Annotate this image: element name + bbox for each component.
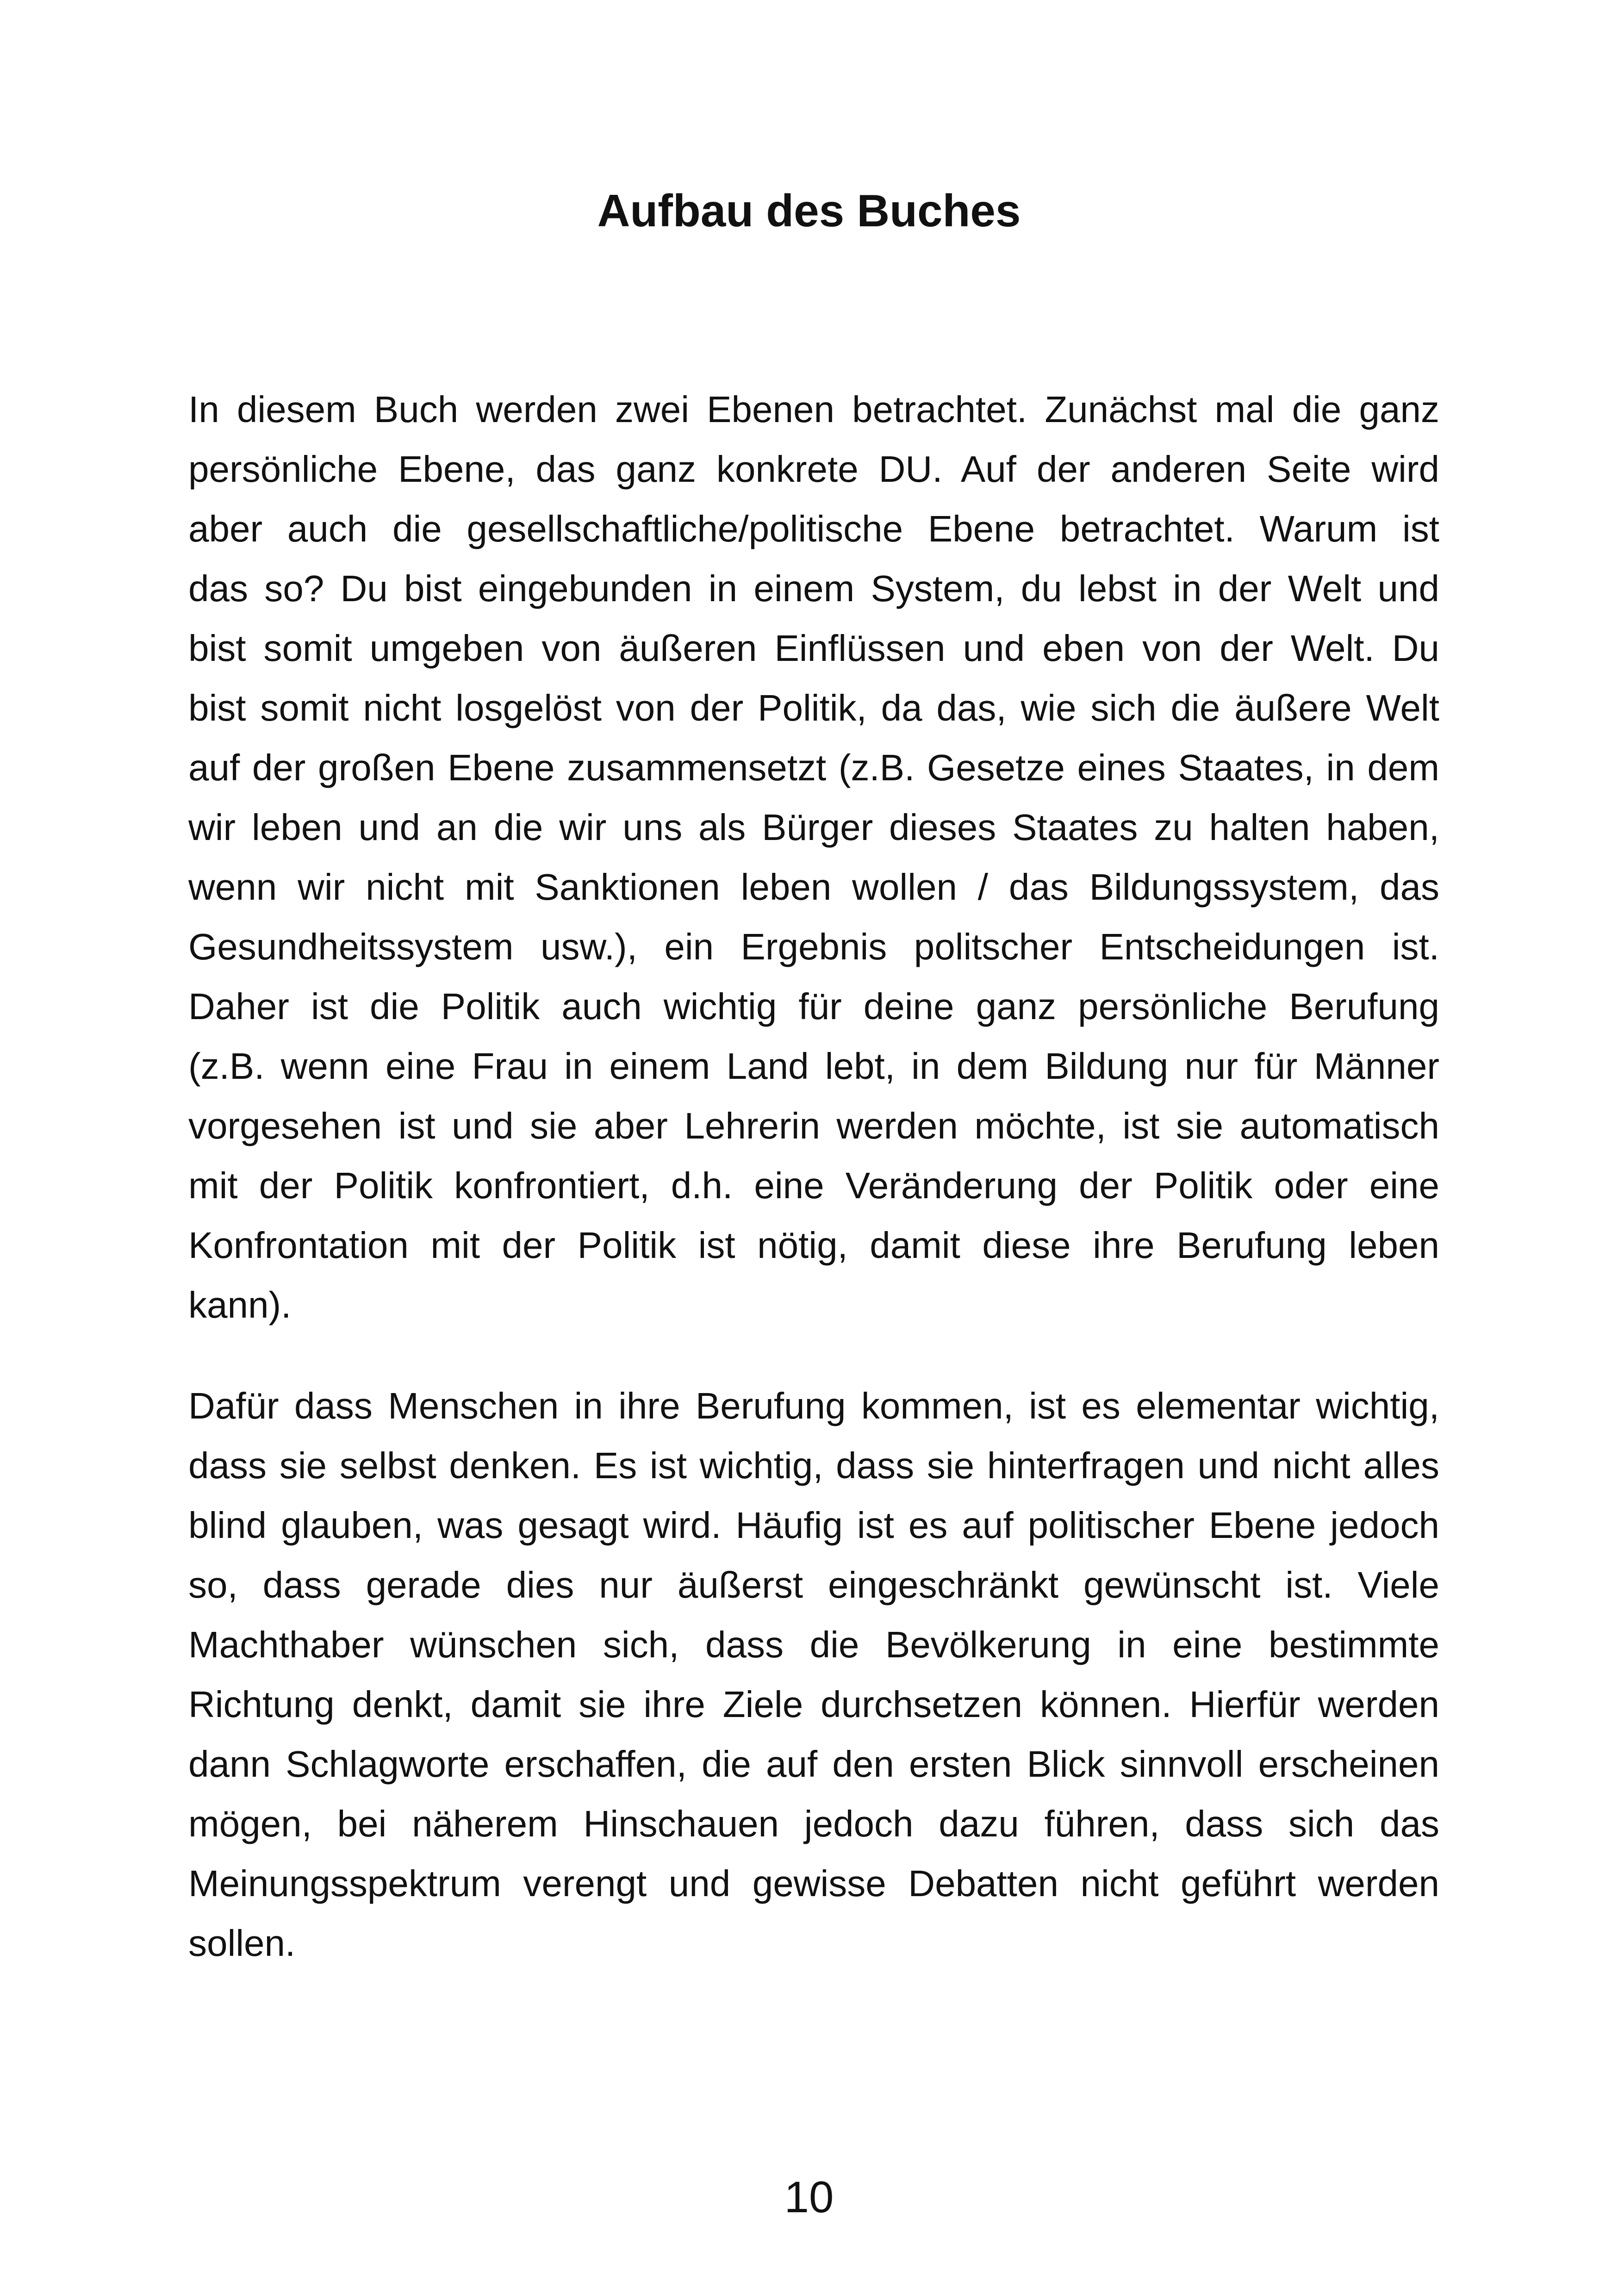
text-line: Meinungsspektrum verengt und gewisse Debatten nicht geführt werden [188,1863,1439,1904]
text-line: Konfrontation mit der Politik ist nötig, damit diese ihre Berufung leben [188,1225,1439,1266]
text-line: mögen, bei näherem Hinschauen jedoch dazu führen, dass sich das [188,1803,1439,1844]
text-line: (z.B. wenn eine Frau in einem Land lebt, in dem Bildung nur für Männer [188,1045,1439,1087]
text-line: aber auch die gesellschaftliche/politische Ebene betrachtet. Warum ist [188,508,1439,549]
text-line: dass sie selbst denken. Es ist wichtig, dass sie hinterfragen und nicht alles [188,1445,1439,1486]
text-line: In diesem Buch werden zwei Ebenen betrachtet. Zunächst mal die ganz [188,389,1439,430]
text-line: mit der Politik konfrontiert, d.h. eine Veränderung der Politik oder eine [188,1165,1439,1206]
text-line: sollen. [188,1923,296,1964]
text-line: dann Schlagworte erschaffen, die auf den ersten Blick sinnvoll erscheinen [188,1743,1439,1785]
text-line: wenn wir nicht mit Sanktionen leben wollen / das Bildungssystem, das [188,866,1439,908]
page-title: Aufbau des Buches [597,185,1021,236]
text-line: das so? Du bist eingebunden in einem System, du lebst in der Welt und [188,568,1439,609]
text-line: blind glauben, was gesagt wird. Häufig ist es auf politischer Ebene jedoch [188,1505,1439,1546]
text-line: Daher ist die Politik auch wichtig für deine ganz persönliche Berufung [188,986,1439,1027]
text-line: bist somit nicht losgelöst von der Politik, da das, wie sich die äußere Welt [188,687,1439,728]
text-line: Dafür dass Menschen in ihre Berufung kommen, ist es elementar wichtig, [188,1385,1439,1426]
text-line: vorgesehen ist und sie aber Lehrerin werden möchte, ist sie automatisch [188,1105,1439,1146]
text-line: Gesundheitssystem usw.), ein Ergebnis politscher Entscheidungen ist. [188,926,1439,967]
text-line: wir leben und an die wir uns als Bürger dieses Staates zu halten haben, [188,807,1439,848]
text-line: auf der großen Ebene zusammensetzt (z.B. Gesetze eines Staates, in dem [188,747,1439,788]
text-line: persönliche Ebene, das ganz konkrete DU. Auf der anderen Seite wird [188,448,1439,490]
text-line: Richtung denkt, damit sie ihre Ziele durchsetzen können. Hierfür werden [188,1684,1439,1725]
text-line: bist somit umgeben von äußeren Einflüssen und eben von der Welt. Du [188,628,1439,669]
paragraph-1 [188,380,1439,1335]
paragraph-2 [188,1376,1439,1973]
text-line: Machthaber wünschen sich, dass die Bevölkerung in eine bestimmte [188,1624,1439,1665]
page-number: 10 [784,2172,834,2222]
text-line: kann). [188,1284,292,1325]
text-line: so, dass gerade dies nur äußerst eingeschränkt gewünscht ist. Viele [188,1564,1439,1605]
